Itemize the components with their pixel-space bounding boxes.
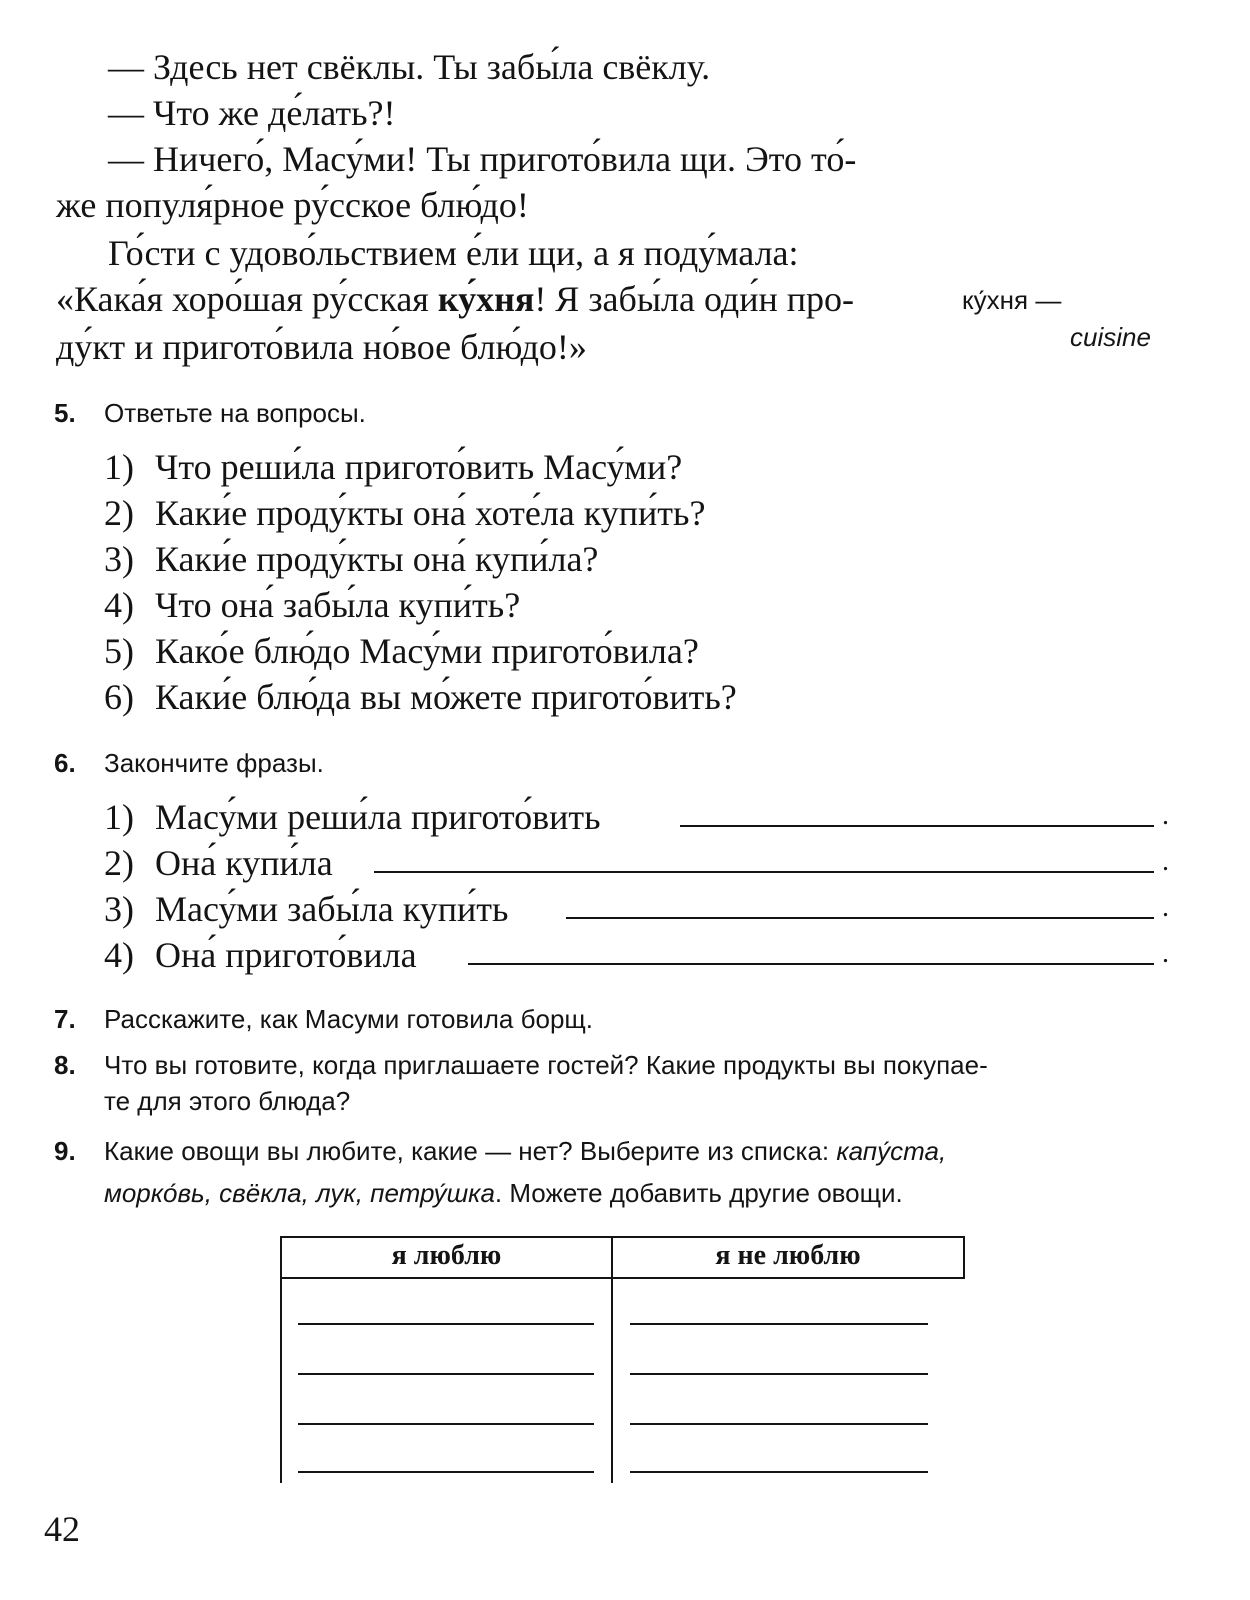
ex5-item-2-number: 2) bbox=[104, 493, 134, 533]
ex6-item-1-text: Масу́ми реши́ла пригото́вить bbox=[155, 797, 601, 837]
ex5-item-5-text: Како́е блю́до Масу́ми пригото́вила? bbox=[155, 631, 699, 671]
dislike-entry-line-4[interactable] bbox=[630, 1471, 928, 1473]
ex5-item-2-text: Каки́е проду́кты она́ хоте́ла купи́ть? bbox=[155, 493, 706, 533]
passage-line-5: Го́сти с удово́льствием е́ли щи, а я поду́мала: bbox=[108, 233, 799, 273]
exercise-5-number: 5. bbox=[54, 398, 76, 428]
passage-line-6 bbox=[56, 276, 854, 322]
passage-line-1: — Здесь нет свёклы. Ты забы́ла свёклу. bbox=[108, 47, 711, 87]
like-entry-line-3[interactable] bbox=[298, 1423, 594, 1425]
ex5-item-1-text: Что реши́ла пригото́вить Масу́ми? bbox=[155, 447, 683, 487]
ex5-item-6-number: 6) bbox=[104, 677, 134, 717]
table-center-divider bbox=[611, 1236, 613, 1483]
ex5-item-3-text: Каки́е проду́кты она́ купи́ла? bbox=[155, 539, 599, 579]
passage-line-3: — Ничего́, Масу́ми! Ты пригото́вила щи. Это то́- bbox=[108, 139, 857, 179]
ex6-item-2-period: . bbox=[1162, 846, 1169, 877]
ex6-item-2-text: Она́ купи́ла bbox=[155, 843, 333, 883]
passage-line-2: — Что же де́лать?! bbox=[108, 93, 396, 133]
ex6-item-1-number: 1) bbox=[104, 797, 134, 837]
ex5-item-5-number: 5) bbox=[104, 631, 134, 671]
passage-line-4: же популя́рное ру́сское блю́до! bbox=[56, 185, 529, 225]
dislike-entry-line-3[interactable] bbox=[630, 1423, 928, 1425]
dislike-entry-line-2[interactable] bbox=[630, 1373, 928, 1375]
ex6-item-2-answer-line[interactable] bbox=[374, 871, 1154, 873]
ex6-item-3-number: 3) bbox=[104, 889, 134, 929]
passage-line-7: ду́кт и пригото́вила но́вое блю́до!» bbox=[56, 327, 587, 367]
ex6-item-4-text: Она́ пригото́вила bbox=[155, 935, 417, 975]
exercise-9-line-1-text: Какие овощи вы любите, какие — нет? Выберите из списка: bbox=[104, 1136, 837, 1166]
exercise-6-instruction: Закончите фразы. bbox=[104, 748, 324, 778]
ex5-item-1-number: 1) bbox=[104, 447, 134, 487]
exercise-8-line-1: Что вы готовите, когда приглашаете гостей? Какие продукты вы покупае- bbox=[104, 1050, 988, 1080]
table-header-like: я люблю bbox=[391, 1240, 502, 1271]
table-header-dislike: я не люблю bbox=[715, 1240, 861, 1271]
ex5-item-4-text: Что она́ забы́ла купи́ть? bbox=[155, 585, 521, 625]
vegetable-list: морко́вь, свёкла, лук, петру́шка bbox=[104, 1178, 495, 1208]
like-entry-line-4[interactable] bbox=[298, 1471, 594, 1473]
exercise-6-number: 6. bbox=[54, 748, 76, 778]
ex6-item-3-answer-line[interactable] bbox=[566, 917, 1154, 919]
ex6-item-3-text: Масу́ми забы́ла купи́ть bbox=[155, 889, 509, 929]
like-entry-line-2[interactable] bbox=[298, 1373, 594, 1375]
exercise-9-number: 9. bbox=[54, 1136, 76, 1166]
table-top-border bbox=[280, 1236, 965, 1238]
ex6-item-1-answer-line[interactable] bbox=[680, 825, 1154, 827]
table-right-border bbox=[963, 1236, 965, 1279]
ex5-item-4-number: 4) bbox=[104, 585, 134, 625]
exercise-9-line-1 bbox=[104, 1136, 946, 1167]
ex6-item-4-period: . bbox=[1162, 938, 1169, 969]
vocab-word-kukhnya: ку́хня bbox=[437, 279, 535, 319]
table-header-border bbox=[280, 1277, 965, 1279]
ex6-item-4-answer-line[interactable] bbox=[468, 963, 1154, 965]
exercise-9-line-2 bbox=[104, 1178, 903, 1209]
ex6-item-1-period: . bbox=[1162, 800, 1169, 831]
exercise-7-text: Расскажите, как Масуми готовила борщ. bbox=[104, 1004, 594, 1034]
like-entry-line-1[interactable] bbox=[298, 1323, 594, 1325]
page-number: 42 bbox=[44, 1509, 80, 1549]
ex5-item-6-text: Каки́е блю́да вы мо́жете пригото́вить? bbox=[155, 677, 737, 717]
ex6-item-2-number: 2) bbox=[104, 843, 134, 883]
ex5-item-3-number: 3) bbox=[104, 539, 134, 579]
dislike-entry-line-1[interactable] bbox=[630, 1323, 928, 1325]
ex6-item-3-period: . bbox=[1162, 892, 1169, 923]
exercise-7-number: 7. bbox=[54, 1004, 76, 1034]
exercise-8-number: 8. bbox=[54, 1050, 76, 1080]
table-left-border bbox=[280, 1236, 282, 1483]
ex6-item-4-number: 4) bbox=[104, 935, 134, 975]
exercise-5-instruction: Ответьте на вопросы. bbox=[104, 398, 366, 428]
vegetable-kapusta: капу́ста, bbox=[836, 1136, 947, 1166]
exercise-9-line-2-text: . Можете добавить другие овощи. bbox=[494, 1178, 903, 1208]
gloss-translation: cuisine bbox=[1070, 322, 1151, 352]
exercise-8-line-2: те для этого блюда? bbox=[104, 1086, 351, 1116]
gloss-word: ку́хня — bbox=[962, 285, 1062, 315]
passage-line-6-end: ! Я забы́ла оди́н про- bbox=[534, 279, 855, 319]
vegetable-preference-table bbox=[280, 1236, 965, 1483]
passage-line-6-start: «Кака́я хоро́шая ру́сская bbox=[56, 279, 438, 319]
